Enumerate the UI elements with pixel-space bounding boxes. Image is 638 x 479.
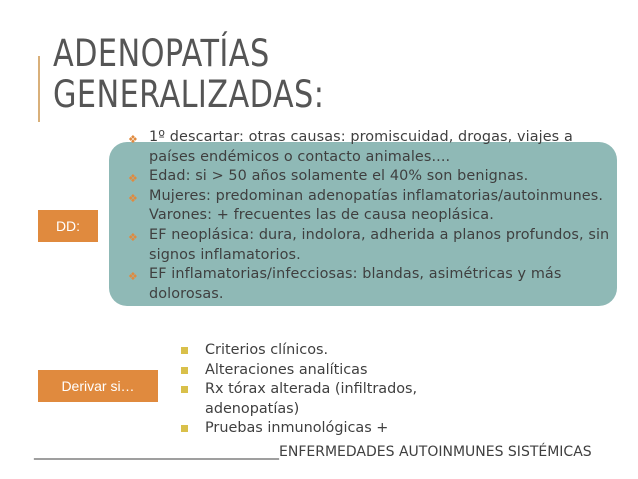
derivar-list xyxy=(178,341,478,439)
square-bullet-icon xyxy=(181,425,188,432)
square-bullet-icon xyxy=(181,367,188,374)
diamond-bullet-icon: ❖ xyxy=(128,172,138,186)
dd-list xyxy=(124,128,614,304)
derivar-item xyxy=(178,419,478,439)
derivar-label-box xyxy=(38,370,158,402)
dd-item xyxy=(124,167,614,187)
title-accent-bar xyxy=(38,56,40,122)
dd-item-text: Mujeres: predominan adenopatías inflamatorias/autoinmunes. Varones: + frecuentes las de causa neoplásica. xyxy=(149,187,604,224)
derivar-item xyxy=(178,361,478,381)
dd-item-text: EF neoplásica: dura, indolora, adherida a planos profundos, sin signos inflamatorios. xyxy=(149,226,610,263)
diamond-bullet-icon: ❖ xyxy=(128,230,138,244)
derivar-item xyxy=(178,380,478,419)
dd-item xyxy=(124,226,614,265)
derivar-item-text: Pruebas inmunológicas + xyxy=(205,420,389,437)
dd-item xyxy=(124,128,614,167)
slide-title xyxy=(53,33,324,115)
dd-label-box xyxy=(38,210,98,242)
derivar-item xyxy=(178,341,478,361)
dd-item-text: EF inflamatorias/infecciosas: blandas, asimétricas y más dolorosas. xyxy=(149,266,562,302)
dd-item-text: Edad: si > 50 años solamente el 40% son benignas. xyxy=(149,168,529,185)
dd-item-text: 1º descartar: otras causas: promiscuidad, drogas, viajes a países endémicos o contacto animales.... xyxy=(149,129,573,165)
dd-item xyxy=(124,187,614,226)
dd-label: DD: xyxy=(55,218,81,234)
square-bullet-icon xyxy=(181,347,188,354)
derivar-item-text: Rx tórax alterada (infiltrados, adenopatías) xyxy=(205,381,418,417)
derivar-label: Derivar si… xyxy=(61,378,135,394)
diamond-bullet-icon: ❖ xyxy=(128,191,138,205)
dd-item xyxy=(124,265,614,304)
square-bullet-icon xyxy=(181,386,188,393)
derivar-item-text: Alteraciones analíticas xyxy=(205,361,368,378)
diamond-bullet-icon: ❖ xyxy=(128,133,138,146)
footer-text: ___________________________________ENFERMEDADES AUTOINMUNES SISTÉMICAS xyxy=(34,444,592,460)
title-line-2: GENERALIZADAS: xyxy=(53,73,325,116)
title-line-1: ADENOPATÍAS xyxy=(53,32,270,75)
derivar-item-text: Criterios clínicos. xyxy=(205,342,329,358)
diamond-bullet-icon: ❖ xyxy=(128,270,138,284)
